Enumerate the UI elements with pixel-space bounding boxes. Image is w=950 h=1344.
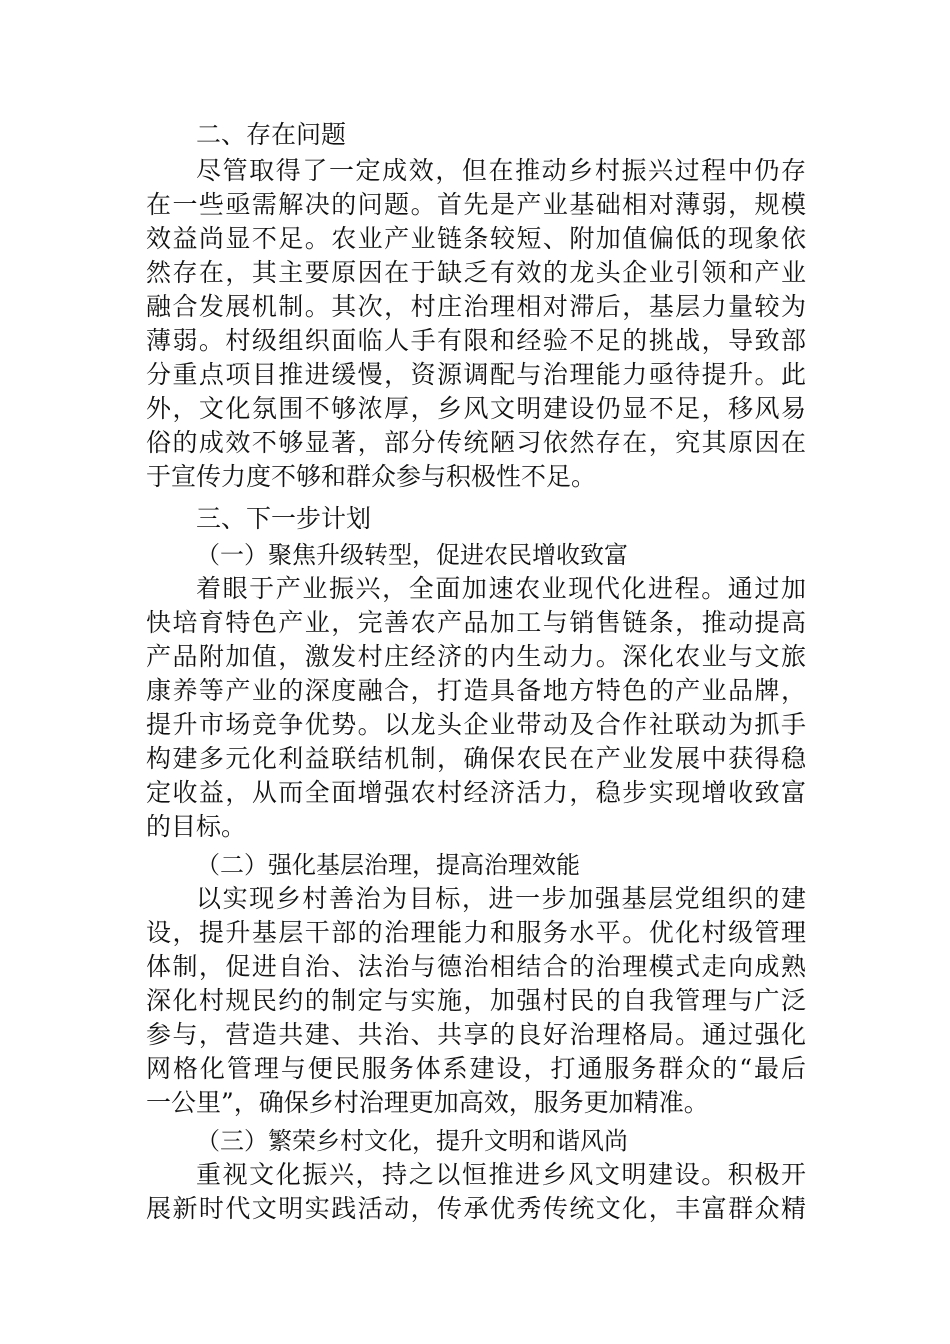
paragraph-line: 体制，促进自治、法治与德治相结合的治理模式走向成熟 [146, 952, 806, 981]
paragraph-line: 的目标。 [146, 812, 247, 841]
paragraph-line: 设，提升基层干部的治理能力和服务水平。优化村级管理 [146, 918, 806, 947]
paragraph-line: 产品附加值，激发村庄经济的内生动力。深化农业与文旅 [146, 642, 806, 671]
subsection-heading: （三）繁荣乡村文化，提升文明和谐风尚 [196, 1127, 628, 1155]
paragraph-line: 康养等产业的深度融合，打造具备地方特色的产业品牌， [146, 676, 806, 705]
paragraph-line: 着眼于产业振兴，全面加速农业现代化进程。通过加 [196, 574, 806, 603]
paragraph-line: 分重点项目推进缓慢，资源调配与治理能力亟待提升。此 [146, 360, 806, 389]
paragraph-line: 定收益，从而全面增强农村经济活力，稳步实现增收致富 [146, 778, 806, 807]
paragraph-line: 深化村规民约的制定与实施，加强村民的自我管理与广泛 [146, 986, 806, 1015]
paragraph-line: 俗的成效不够显著，部分传统陋习依然存在，究其原因在 [146, 428, 806, 457]
paragraph-line: 一公里”，确保乡村治理更加高效，服务更加精准。 [146, 1088, 709, 1117]
subsection-heading: （二）强化基层治理，提高治理效能 [196, 851, 580, 879]
paragraph-line: 网格化管理与便民服务体系建设，打通服务群众的“最后 [146, 1054, 806, 1083]
paragraph-line: 参与，营造共建、共治、共享的良好治理格局。通过强化 [146, 1020, 806, 1049]
paragraph-line: 构建多元化利益联结机制，确保农民在产业发展中获得稳 [146, 744, 806, 773]
paragraph-line: 快培育特色产业，完善农产品加工与销售链条，推动提高 [146, 608, 806, 637]
paragraph-line: 以实现乡村善治为目标，进一步加强基层党组织的建 [196, 884, 806, 913]
paragraph-line: 薄弱。村级组织面临人手有限和经验不足的挑战，导致部 [146, 326, 806, 355]
paragraph-line: 尽管取得了一定成效，但在推动乡村振兴过程中仍存 [196, 156, 806, 185]
subsection-heading: （一）聚焦升级转型，促进农民增收致富 [196, 541, 628, 569]
paragraph-line: 展新时代文明实践活动，传承优秀传统文化，丰富群众精 [146, 1194, 806, 1223]
section-heading: 三、下一步计划 [196, 504, 372, 533]
paragraph-line: 然存在，其主要原因在于缺乏有效的龙头企业引领和产业 [146, 258, 806, 287]
section-heading: 二、存在问题 [196, 120, 347, 149]
paragraph-line: 融合发展机制。其次，村庄治理相对滞后，基层力量较为 [146, 292, 806, 321]
paragraph-line: 效益尚显不足。农业产业链条较短、附加值偏低的现象依 [146, 224, 806, 253]
paragraph-line: 在一些亟需解决的问题。首先是产业基础相对薄弱，规模 [146, 190, 806, 219]
paragraph-line: 重视文化振兴，持之以恒推进乡风文明建设。积极开 [196, 1160, 806, 1189]
paragraph-line: 提升市场竞争优势。以龙头企业带动及合作社联动为抓手 [146, 710, 806, 739]
paragraph-line: 外，文化氛围不够浓厚，乡风文明建设仍显不足，移风易 [146, 394, 806, 423]
paragraph-line: 于宣传力度不够和群众参与积极性不足。 [146, 462, 597, 491]
